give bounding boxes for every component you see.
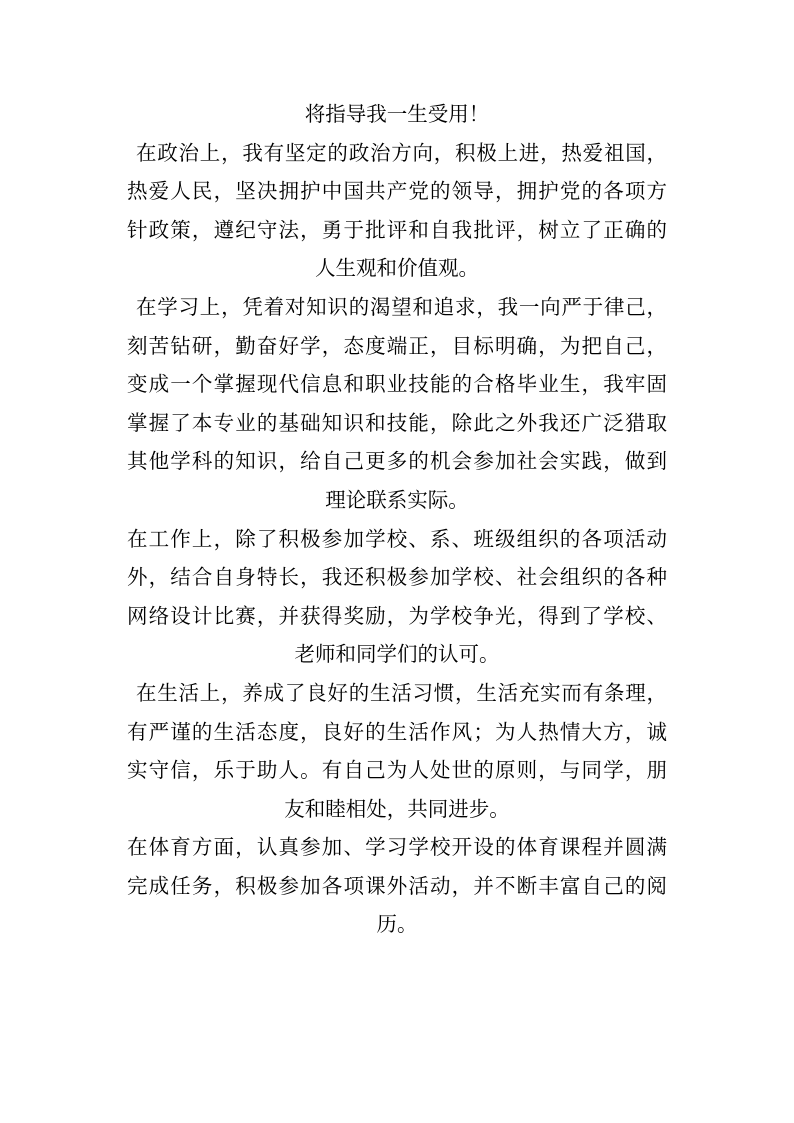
- text-line: 针政策，遵纪守法，勇于批评和自我批评，树立了正确的: [127, 217, 667, 242]
- text-line: 刻苦钻研，勤奋好学，态度端正，目标明确，为把自己，: [127, 333, 667, 358]
- text-line: 历。: [376, 912, 418, 937]
- text-line: 友和睦相处，共同进步。: [284, 796, 510, 821]
- text-line: 在生活上，养成了良好的生活习惯，生活充实而有条理，: [136, 680, 667, 705]
- text-line: 外，结合自身特长，我还积极参加学校、社会组织的各种: [127, 565, 667, 590]
- text-line: 掌握了本专业的基础知识和技能，除此之外我还广泛猎取: [127, 410, 667, 435]
- paragraph-life: [127, 674, 667, 828]
- text-line: 老师和同学们的认可。: [294, 642, 500, 667]
- paragraph-work: [127, 520, 667, 674]
- text-line: 理论联系实际。: [325, 487, 469, 512]
- text-line: 在学习上，凭着对知识的渴望和追求，我一向严于律己，: [136, 294, 667, 319]
- heading-line: 将指导我一生受用！: [304, 102, 490, 126]
- text-line: 变成一个掌握现代信息和职业技能的合格毕业生，我牢固: [127, 372, 667, 397]
- document-body: [127, 95, 667, 944]
- text-line: 有严谨的生活态度，良好的生活作风；为人热情大方，诚: [127, 719, 667, 744]
- text-line: 在体育方面，认真参加、学习学校开设的体育课程并圆满: [127, 835, 667, 860]
- text-line: 网络设计比赛，并获得奖励，为学校争光，得到了学校、: [127, 603, 667, 628]
- text-line: 实守信，乐于助人。有自己为人处世的原则，与同学，朋: [127, 758, 667, 783]
- paragraph-study: [127, 288, 667, 520]
- text-line: 完成任务，积极参加各项课外活动，并不断丰富自己的阅: [127, 873, 667, 898]
- text-line: 热爱人民，坚决拥护中国共产党的领导，拥护党的各项方: [127, 179, 667, 204]
- paragraph-politics: [127, 134, 667, 288]
- text-line: 人生观和价值观。: [315, 256, 479, 281]
- text-line: 在工作上，除了积极参加学校、系、班级组织的各项活动: [127, 526, 667, 551]
- text-line: 在政治上，我有坚定的政治方向，积极上进，热爱祖国，: [136, 140, 667, 165]
- paragraph-sports: [127, 828, 667, 944]
- text-line: 其他学科的知识，给自己更多的机会参加社会实践，做到: [127, 449, 667, 474]
